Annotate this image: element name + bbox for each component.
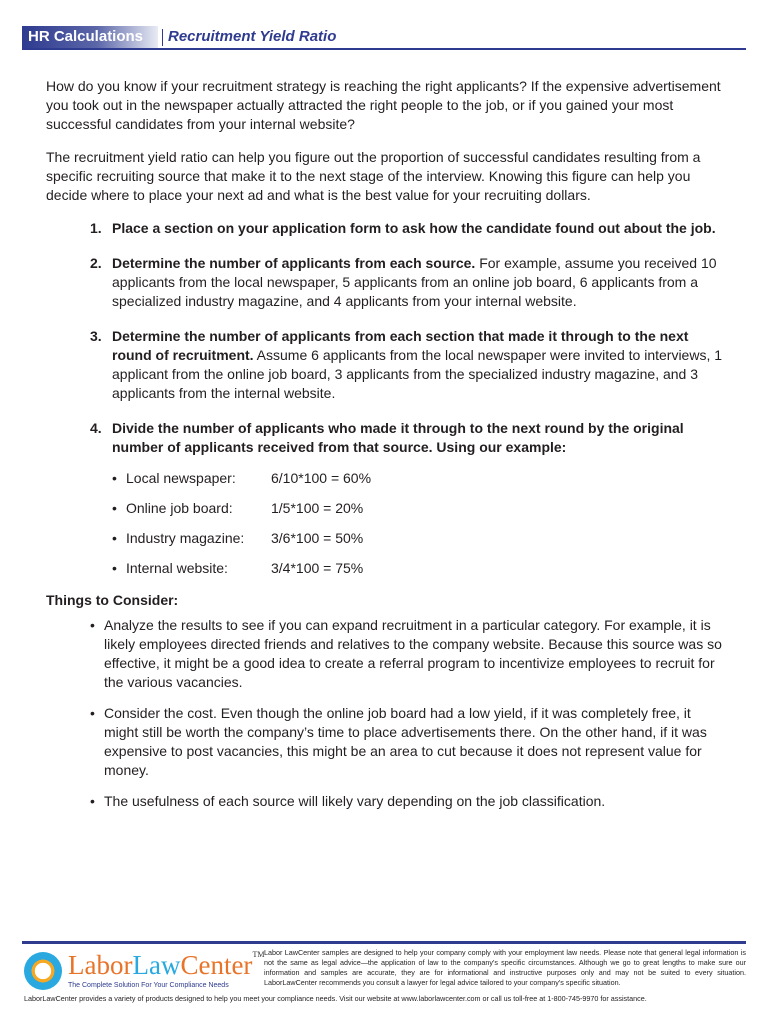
header-divider (162, 29, 163, 46)
step-item (46, 254, 726, 311)
step-text: For example, assume you received 10 applicants from the local newspaper, 5 applicants from an online job board, 6 applicants from a specialized industry magazine, and 4 applicants from your internal website. (112, 255, 717, 309)
formula: 1/5*100 = 20% (271, 500, 364, 516)
footer-divider (22, 941, 746, 944)
calculation-item (46, 529, 726, 559)
section-label: HR Calculations (22, 26, 158, 48)
formula: 6/10*100 = 60% (271, 470, 372, 486)
intro-paragraph: The recruitment yield ratio can help you figure out the proportion of successful candidates resulting from a specific recruiting source that make it to the next stage of the interview. Knowing this figure can help you decide where to place your next ad and what is the best value for your recruiting dollars. (46, 149, 701, 203)
step-number: 2. (90, 255, 102, 271)
source-label: Internal website: (126, 560, 228, 576)
intro-paragraph: How do you know if your recruitment strategy is reaching the right applicants? If the expensive advertisement you took out in the newspaper actually attracted the right people to the job, or if you gained your most successful candidates from your internal website? (46, 78, 721, 132)
step-number: 4. (90, 420, 102, 436)
formula: 3/4*100 = 75% (271, 560, 364, 576)
content (46, 77, 726, 823)
consider-heading: Things to Consider: (46, 592, 179, 608)
step-item (46, 327, 726, 403)
step-heading: Determine the number of applicants from each source. (112, 255, 476, 271)
footer-text (24, 948, 746, 1004)
step-item (46, 219, 726, 238)
consider-item: • Consider the cost. Even though the online job board had a low yield, if it was completely free, it might still be worth the company’s time to place advertisements there. On the other hand, if it was expensive to post vacancies, this might be an area to cut because it does not represent value for money. (46, 704, 726, 780)
brand-labor: Labor (68, 950, 133, 980)
source-label: Local newspaper: (126, 470, 236, 486)
step-item (46, 419, 726, 457)
page-header (22, 26, 746, 50)
consider-item: • The usefulness of each source will likely vary depending on the job classification. (46, 792, 726, 811)
steps-list (46, 219, 726, 457)
source-label: Industry magazine: (126, 530, 245, 546)
trademark: TM (252, 950, 265, 959)
source-label: Online job board: (126, 500, 233, 516)
brand-law: Law (132, 950, 181, 980)
page-title: Recruitment Yield Ratio (168, 28, 337, 45)
step-number: 3. (90, 328, 102, 344)
consider-list (46, 616, 726, 811)
calculation-list (46, 469, 726, 589)
step-heading: Determine the number of applicants from each section that made it through to the next round of recruitment. (112, 328, 689, 363)
calculation-item (46, 559, 726, 589)
consider-item: • Analyze the results to see if you can expand recruitment in a particular category. For example, it is likely employees directed friends and relatives to the company website. Because this source was so effective, it might be a good idea to create a referral program to incentivize employees to recruit for the various vacancies. (46, 616, 726, 692)
calculation-item (46, 499, 726, 529)
step-number: 1. (90, 220, 102, 236)
tagline: The Complete Solution For Your Compliance Needs (68, 982, 229, 989)
formula: 3/6*100 = 50% (271, 530, 364, 546)
footer-contact: LaborLawCenter provides a variety of products designed to help you meet your compliance needs. Visit our website at www.laborlawcenter.com or call us toll-free at 1-800-745-9970 for assistance. (24, 994, 647, 1003)
step-heading: Divide the number of applicants who made it through to the next round by the original number of applicants received from that source. Using our example: (112, 420, 684, 455)
brand-center: Center (180, 950, 253, 980)
calculation-item (46, 469, 726, 499)
disclaimer: Labor LawCenter samples are designed to help your company comply with your employment law needs. Please note that general legal information is not the same as legal advice—the application of law to the company’s specific circumstances. Although we go to great lengths to make sure our information and samples are accurate, they are for informational and instructive purposes only and may not be suited to every situation. LaborLawCenter recommends you consult a lawyer for legal advice tailored to your company’s specific situation. (264, 948, 746, 987)
step-text: Assume 6 applicants from the local newspaper were invited to interviews, 1 applicant from the online job board, 3 applicants from the specialized industry magazine, and 3 applicants from the internal website. (112, 347, 723, 401)
step-heading: Place a section on your application form to ask how the candidate found out about the job. (112, 220, 716, 236)
